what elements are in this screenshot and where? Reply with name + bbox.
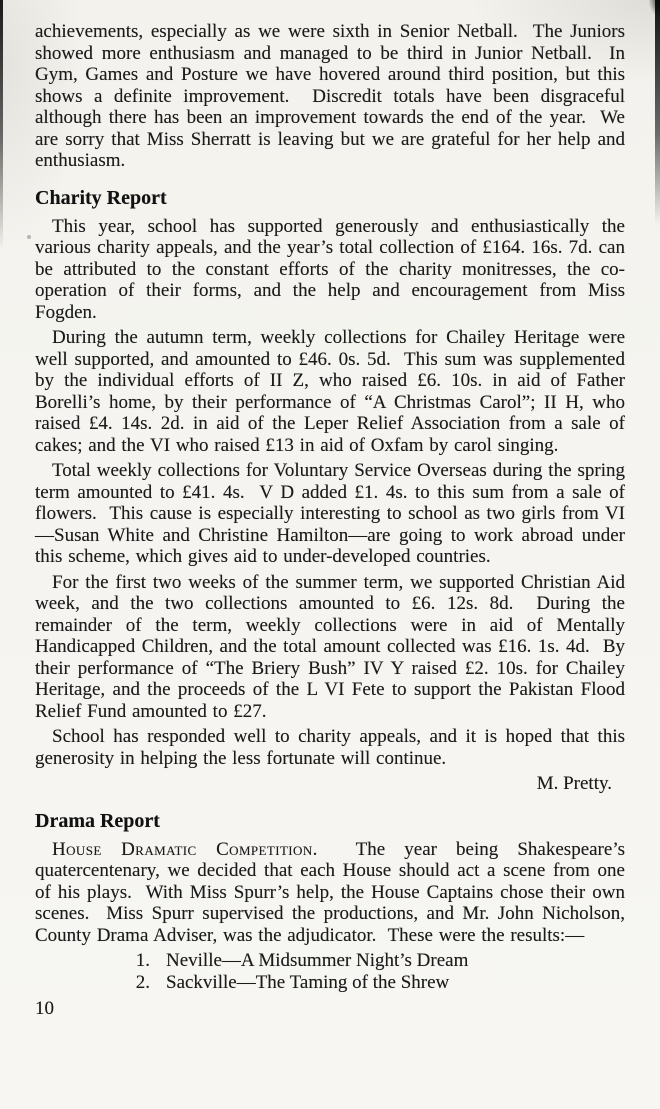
- drama-report-heading: Drama Report: [35, 809, 160, 832]
- continuation-paragraph: achievements, especially as we were sixth in Senior Netball. The Juniors showed more enthusiasm and managed to be third in Junior Netball. In Gym, Games and Posture we have hovered around third position, but this shows a definite improvement. Discredit totals have been disgraceful although there has been an improvement towards the end of the year. We are sorry that Miss Sherratt is leaving but we are grateful for her help and enthusiasm.: [35, 21, 631, 171]
- drama-paragraph-text: The year being Shakespeare’s quatercentenary, we decided that each House should act a scene from one of his plays. With Miss Spurr’s help, the House Captains chose their own scenes. Miss Spurr supervised the productions, and Mr. John Nicholson, County Drama Adviser, was the adjudicator. These were the results:—: [35, 838, 631, 946]
- result-item: [130, 950, 625, 972]
- result-number: 2.: [135, 971, 150, 993]
- results-list: [130, 950, 625, 993]
- signature: M. Pretty.: [536, 773, 612, 794]
- result-number: 1.: [135, 950, 150, 971]
- charity-paragraph-4: For the first two weeks of the summer term, we supported Christian Aid week, and the two collections amounted to £6. 12s. 8d. During the remainder of the term, weekly collections were in aid of Mentally Handicapped Children, and the total amount collected was £16. 1s. 4d. By their performance of “The Briery Bush” IV Y raised £2. 10s. for Chailey Heritage, and the proceeds of the L VI Fete to support the Pakistan Flood Relief Fund amounted to £27.: [35, 571, 631, 722]
- drama-lead-in: House Dramatic Competition.: [52, 838, 318, 860]
- drama-intro-paragraph: [35, 838, 631, 947]
- charity-paragraph-3: Total weekly collections for Voluntary Service Overseas during the spring term amounted to £41. 4s. V D added £1. 4s. to this sum from a sale of flowers. This cause is especially interesting to school as two girls from VI—Susan White and Christine Hamilton—are going to work abroad under this scheme, which gives aid to under-developed countries.: [35, 460, 631, 567]
- charity-report-heading: Charity Report: [35, 186, 167, 209]
- page-number: 10: [35, 998, 54, 1019]
- charity-paragraph-1: This year, school has supported generously and enthusiastically the various charity appeals, and the year’s total collection of £164. 16s. 7d. can be attributed to the constant efforts of the charity monitresses, the co-operation of their forms, and the help and encouragement from Miss Fogden.: [35, 215, 631, 323]
- charity-paragraph-5: School has responded well to charity appeals, and it is hoped that this generosity in helping the less fortunate will continue.: [35, 726, 631, 769]
- charity-paragraph-2: During the autumn term, weekly collections for Chailey Heritage were well supported, and amounted to £46. 0s. 5d. This sum was supplemented by the individual efforts of II Z, who raised £6. 10s. in aid of Father Borelli’s home, by their performance of “A Christmas Carol”; II H, who raised £4. 14s. 2d. in aid of the Leper Relief Association from a sale of cakes; and the VI who raised £13 in aid of Oxfam by carol singing.: [35, 327, 631, 456]
- result-item: [130, 972, 625, 994]
- result-title: Neville—A Midsummer Night’s Dream: [166, 950, 469, 971]
- result-title: Sackville—The Taming of the Shrew: [166, 971, 450, 993]
